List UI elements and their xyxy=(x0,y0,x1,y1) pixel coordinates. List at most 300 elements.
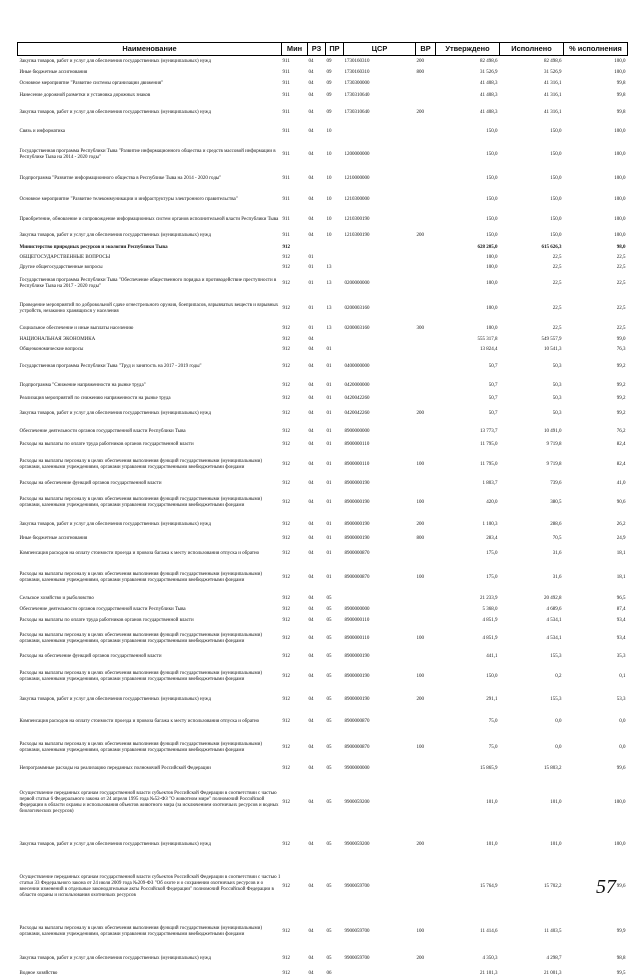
row-rz xyxy=(308,243,326,253)
row-csr: 1730160310 xyxy=(344,58,370,64)
row-rz: 04 xyxy=(308,481,314,486)
row-executed: 615 626,3 xyxy=(541,244,562,250)
row-pr: 10 xyxy=(326,151,332,157)
row-csr: 9900000000 xyxy=(344,766,370,771)
row-min: 912 xyxy=(282,799,290,805)
table-row xyxy=(18,295,628,323)
row-min: 912 xyxy=(282,411,290,416)
row-approved: 50,7 xyxy=(488,396,498,401)
row-pr: 05 xyxy=(326,745,332,750)
row-percent: 100,0 xyxy=(614,799,626,805)
row-rz: 04 xyxy=(308,396,314,401)
row-min: 912 xyxy=(282,607,290,612)
row-pr: 05 xyxy=(326,928,332,934)
row-csr: 8900000190 xyxy=(344,500,370,505)
row-executed: 150,0 xyxy=(550,233,562,238)
row-executed: 41 316,1 xyxy=(544,109,562,115)
table-row xyxy=(18,545,628,563)
row-rz: 04 xyxy=(308,151,314,157)
row-percent: 99,8 xyxy=(616,81,626,86)
row-csr: 1210300000 xyxy=(344,196,370,202)
row-rz: 04 xyxy=(308,970,314,976)
row-percent: 100,0 xyxy=(614,233,626,238)
row-percent: 35,3 xyxy=(616,654,626,659)
row-pr: 09 xyxy=(326,58,332,64)
row-pr: 13 xyxy=(326,280,332,286)
row-vr xyxy=(416,345,436,356)
row-rz: 04 xyxy=(308,175,314,181)
row-min: 911 xyxy=(282,129,290,134)
row-approved: 175,0 xyxy=(486,574,498,580)
budget-table xyxy=(17,42,628,980)
row-executed: 155,3 xyxy=(550,654,562,659)
row-vr: 100 xyxy=(416,500,424,505)
row-min: 912 xyxy=(282,326,290,331)
row-executed: 4 534,1 xyxy=(546,618,562,623)
row-rz: 04 xyxy=(308,673,314,679)
row-vr xyxy=(416,211,436,230)
row-vr xyxy=(416,141,436,169)
row-name: Непрограммные расходы на реализацию переданных полномочий Российской Федерации xyxy=(19,766,211,771)
row-rz: 04 xyxy=(308,70,314,75)
row-name: Министерство природных ресурсов и экологии Республики Тыва xyxy=(19,244,168,250)
row-approved: 150,0 xyxy=(486,196,498,202)
table-row xyxy=(18,243,628,253)
row-name: Закупка товаров, работ и услуг для обеспечения государственных (муниципальных) нужд xyxy=(19,411,212,416)
row-pr: 09 xyxy=(326,70,332,75)
row-csr: 9900059700 xyxy=(344,928,370,934)
row-approved: 31 526,9 xyxy=(480,70,498,75)
row-csr xyxy=(344,243,416,253)
row-percent: 24,9 xyxy=(616,535,626,541)
row-approved: 150,0 xyxy=(486,129,498,134)
row-pr: 01 xyxy=(326,396,332,401)
row-approved: 1 100,3 xyxy=(482,521,498,527)
row-pr: 05 xyxy=(326,766,332,771)
row-rz: 01 xyxy=(308,264,314,270)
row-name: Расходы на выплаты по оплате труда работников органов государственной власти xyxy=(19,618,194,623)
table-row xyxy=(18,253,628,263)
row-csr: 8900000870 xyxy=(344,550,370,556)
row-csr: 8900000110 xyxy=(344,618,370,623)
row-name: Закупка товаров, работ и услуг для обеспечения государственных (муниципальных) нужд xyxy=(19,696,212,702)
row-approved: 150,0 xyxy=(486,151,498,157)
row-percent: 53,3 xyxy=(616,696,626,702)
row-approved: 100,0 xyxy=(486,326,498,331)
row-percent: 100,0 xyxy=(614,196,626,202)
row-min: 911 xyxy=(282,58,290,64)
row-pr xyxy=(326,253,344,263)
row-csr: 9900059200 xyxy=(344,841,370,847)
row-percent: 100,0 xyxy=(614,175,626,181)
row-approved: 21 101,3 xyxy=(480,970,498,976)
row-csr: 1730310640 xyxy=(344,109,370,115)
row-executed: 9 719,8 xyxy=(546,461,562,467)
row-rz: 01 xyxy=(308,305,314,311)
row-min: 911 xyxy=(282,70,290,75)
row-executed: 21 001,3 xyxy=(544,970,562,976)
row-percent: 18,1 xyxy=(616,574,626,580)
row-min: 912 xyxy=(282,337,290,342)
row-approved: 100,0 xyxy=(486,254,498,260)
row-approved: 41 408,3 xyxy=(480,81,498,86)
row-percent: 99,2 xyxy=(616,411,626,416)
row-rz: 04 xyxy=(308,382,314,388)
row-csr: 8900000870 xyxy=(344,745,370,750)
row-min: 912 xyxy=(282,550,290,556)
row-name: Компенсация расходов на оплату стоимости проезда и провоза багажа к месту использования отпуска и обратно xyxy=(19,718,260,724)
row-min: 912 xyxy=(282,673,290,679)
row-pr: 10 xyxy=(326,217,332,222)
row-vr: 200 xyxy=(416,521,424,527)
row-executed: 82 498,6 xyxy=(544,58,562,64)
table-body xyxy=(18,56,628,980)
row-executed: 10 491,0 xyxy=(544,428,562,434)
row-csr: 1200000000 xyxy=(344,151,370,157)
row-vr: 100 xyxy=(416,636,424,641)
table-row xyxy=(18,951,628,968)
row-vr xyxy=(416,440,436,451)
row-min: 912 xyxy=(282,956,290,961)
row-min: 912 xyxy=(282,521,290,527)
row-percent: 41,0 xyxy=(616,481,626,486)
row-csr xyxy=(344,124,416,141)
row-executed: 15 803,2 xyxy=(544,766,562,771)
table-row xyxy=(18,263,628,273)
table-row xyxy=(18,709,628,735)
row-rz: 01 xyxy=(308,280,314,286)
row-rz: 04 xyxy=(308,841,314,847)
col-header-percent: % исполнения xyxy=(564,43,628,56)
row-vr: 800 xyxy=(416,70,424,75)
row-executed: 11 403,5 xyxy=(544,928,562,934)
row-vr xyxy=(416,253,436,263)
row-pr: 05 xyxy=(326,841,332,847)
row-min: 911 xyxy=(282,217,290,222)
row-rz: 04 xyxy=(308,92,314,98)
row-rz: 01 xyxy=(308,254,314,260)
row-min: 912 xyxy=(282,696,290,702)
row-executed: 380,5 xyxy=(550,500,562,505)
row-min: 912 xyxy=(282,535,290,541)
row-approved: 291,1 xyxy=(486,696,498,702)
row-approved: 13 824,4 xyxy=(480,347,498,352)
table-row xyxy=(18,593,628,605)
table-row xyxy=(18,440,628,451)
row-percent: 99,2 xyxy=(616,382,626,388)
row-min: 912 xyxy=(282,481,290,486)
row-pr: 13 xyxy=(326,326,332,331)
row-executed: 150,0 xyxy=(550,129,562,134)
row-name: Осуществление переданных органам государственной власти субъектов Российской Федерации в соответствии с частью первой статьи 6 Федерального закона от 24 апреля 1995 года №52-ФЗ "О животном мире" полномочий Российской Федерации в области охраны и использования объектов животного мира (за исключением охотничьих ресурсов и водных биологических ресурсов) xyxy=(19,790,279,814)
row-executed: 15 702,2 xyxy=(544,883,562,889)
row-pr: 09 xyxy=(326,92,332,98)
row-min: 912 xyxy=(282,636,290,641)
row-approved: 101,0 xyxy=(486,799,498,805)
row-approved: 5 368,0 xyxy=(482,607,498,612)
row-approved: 175,0 xyxy=(486,550,498,556)
row-approved: 82 498,6 xyxy=(480,58,498,64)
row-pr: 09 xyxy=(326,109,332,115)
row-approved: 75,0 xyxy=(488,745,498,750)
row-vr xyxy=(416,709,436,735)
row-name: Расходы на обеспечение функций органов государственной власти xyxy=(19,481,162,486)
row-percent: 99,6 xyxy=(616,766,626,771)
row-csr xyxy=(344,593,416,605)
table-row xyxy=(18,735,628,762)
row-executed: 31,6 xyxy=(552,574,562,580)
row-vr: 100 xyxy=(416,673,424,679)
row-name: Компенсация расходов на оплату стоимости проезда и провоза багажа к месту использования отпуска и обратно xyxy=(19,550,260,556)
row-name: Осуществление переданных органам государственной власти субъектов Российской Федерации в соответствии с частью 1 статьи 33 Федерального закона от 24 июля 2009 года №209-ФЗ "Об охоте и о сохранении охотничьих ресурсов и о внесении изменений в отдельные законодательные акты Российской Федерации" полномочий Российской Федерации в области охраны и использования охотничьих ресурсов xyxy=(19,874,281,898)
row-csr xyxy=(344,253,416,263)
row-rz: 04 xyxy=(308,81,314,86)
row-vr xyxy=(416,263,436,273)
row-vr xyxy=(416,378,436,394)
table-row xyxy=(18,102,628,124)
row-executed: 150,0 xyxy=(550,196,562,202)
row-name: Закупка товаров, работ и услуг для обеспечения государственных (муниципальных) нужд xyxy=(19,233,212,238)
row-pr: 13 xyxy=(326,305,332,311)
row-approved: 628 205,0 xyxy=(477,244,498,250)
row-name: Закупка товаров, работ и услуг для обеспечения государственных (муниципальных) нужд xyxy=(19,109,212,115)
row-rz: 04 xyxy=(308,58,314,64)
row-percent: 99,2 xyxy=(616,363,626,369)
row-percent: 22,5 xyxy=(616,254,626,260)
row-rz: 04 xyxy=(308,411,314,416)
row-executed: 9 719,8 xyxy=(546,442,562,447)
row-csr: 8900000190 xyxy=(344,696,370,702)
table-row xyxy=(18,663,628,691)
row-csr: 8900000000 xyxy=(344,428,370,434)
row-pr: 05 xyxy=(326,883,332,889)
row-executed: 4 689,6 xyxy=(546,607,562,612)
row-executed: 31 526,9 xyxy=(544,70,562,75)
row-vr xyxy=(416,616,436,627)
table-row xyxy=(18,479,628,490)
row-min: 912 xyxy=(282,428,290,434)
row-min: 912 xyxy=(282,280,290,286)
table-row xyxy=(18,394,628,405)
row-percent: 99,5 xyxy=(616,970,626,976)
table-row xyxy=(18,68,628,79)
row-percent: 100,0 xyxy=(614,217,626,222)
row-pr: 05 xyxy=(326,956,332,961)
row-csr xyxy=(344,263,416,273)
row-name: Расходы на выплаты по оплате труда работников органов государственной власти xyxy=(19,442,194,447)
row-min: 911 xyxy=(282,175,290,181)
row-min: 912 xyxy=(282,305,290,311)
row-name: Подпрограмма "Снижение напряженности на рынке труда" xyxy=(19,382,146,388)
row-csr xyxy=(344,345,416,356)
row-vr xyxy=(416,777,436,829)
row-csr xyxy=(344,968,416,980)
row-name: Государственная программа Республики Тыва "Обеспечение общественного порядка и противодействие преступности в Республике Тыва на 2017 - 2020 годы" xyxy=(19,277,277,289)
row-name: Другие общегосударственные вопросы xyxy=(19,264,103,270)
row-name: Общеэкономические вопросы xyxy=(19,347,84,352)
row-name: Основное мероприятие "Развитие системы организации движения" xyxy=(19,81,164,86)
row-percent: 93,4 xyxy=(616,636,626,641)
row-approved: 50,7 xyxy=(488,363,498,369)
row-approved: 15 865,9 xyxy=(480,766,498,771)
row-executed: 22,5 xyxy=(552,280,562,286)
row-executed: 288,6 xyxy=(550,521,562,527)
row-approved: 11 795,0 xyxy=(480,461,498,467)
table-row xyxy=(18,829,628,861)
row-vr xyxy=(416,605,436,616)
row-vr xyxy=(416,394,436,405)
table-row xyxy=(18,451,628,479)
table-row xyxy=(18,79,628,90)
row-rz: 04 xyxy=(308,928,314,934)
row-min: 912 xyxy=(282,745,290,750)
col-header-min: Мин xyxy=(282,43,308,56)
row-approved: 283,4 xyxy=(486,535,498,541)
row-csr: 8900000870 xyxy=(344,718,370,724)
col-header-vr: ВР xyxy=(416,43,436,56)
row-percent: 99,6 xyxy=(616,883,626,889)
row-vr: 200 xyxy=(416,411,424,416)
row-approved: 100,0 xyxy=(486,280,498,286)
row-percent: 0,0 xyxy=(619,718,626,724)
row-name: ОБЩЕГОСУДАРСТВЕННЫЕ ВОПРОСЫ xyxy=(19,254,111,260)
row-csr: 8900000190 xyxy=(344,481,370,486)
row-min: 912 xyxy=(282,618,290,623)
row-executed: 0,2 xyxy=(555,673,562,679)
row-executed: 50,3 xyxy=(552,382,562,388)
row-percent: 98,8 xyxy=(616,956,626,961)
row-percent: 76,3 xyxy=(616,347,626,352)
row-executed: 0,0 xyxy=(555,745,562,750)
row-name: Расходы на выплаты персоналу в целях обеспечения выполнения функций государственными (муниципальными) органами, казенными учреждениями, органами управления государственными внебюджетными фондами xyxy=(19,633,263,644)
row-name: Проведение мероприятий по добровольной сдаче огнестрельного оружия, боеприпасов, взрывчатых веществ и взрывных устройств, незаконно хранящихся у населения xyxy=(19,302,279,314)
row-vr xyxy=(416,124,436,141)
row-approved: 100,0 xyxy=(486,305,498,311)
row-vr xyxy=(416,356,436,378)
row-vr xyxy=(416,652,436,663)
col-header-approved: Утверждено xyxy=(436,43,500,56)
row-pr: 05 xyxy=(326,595,332,601)
row-rz: 04 xyxy=(308,442,314,447)
row-min: 912 xyxy=(282,254,290,260)
row-pr: 06 xyxy=(326,970,332,976)
row-min: 912 xyxy=(282,347,290,352)
row-percent: 22,5 xyxy=(616,264,626,270)
row-min: 912 xyxy=(282,363,290,369)
row-csr: 1730300000 xyxy=(344,81,370,86)
row-pr: 01 xyxy=(326,411,332,416)
table-row xyxy=(18,762,628,777)
row-approved: 4 851,9 xyxy=(482,636,498,641)
table-row xyxy=(18,968,628,980)
row-csr: 1210000000 xyxy=(344,175,370,181)
row-approved: 50,7 xyxy=(488,411,498,416)
row-pr: 01 xyxy=(326,535,332,541)
row-vr: 200 xyxy=(416,841,424,847)
row-approved: 150,0 xyxy=(486,233,498,238)
row-rz: 04 xyxy=(308,595,314,601)
row-pr: 05 xyxy=(326,696,332,702)
row-executed: 22,5 xyxy=(552,264,562,270)
row-csr: 9900059700 xyxy=(344,883,370,889)
row-rz: 04 xyxy=(308,636,314,641)
row-approved: 11 795,0 xyxy=(480,442,498,447)
row-executed: 150,0 xyxy=(550,151,562,157)
row-approved: 4 851,9 xyxy=(482,618,498,623)
row-csr: 8900000870 xyxy=(344,574,370,580)
row-vr: 200 xyxy=(416,58,424,64)
table-row xyxy=(18,777,628,829)
row-percent: 99,2 xyxy=(616,396,626,401)
row-csr: 0200003160 xyxy=(344,305,370,311)
table-row xyxy=(18,533,628,545)
row-approved: 50,7 xyxy=(488,382,498,388)
row-approved: 4 350,3 xyxy=(482,956,498,961)
table-row xyxy=(18,691,628,709)
row-vr xyxy=(416,593,436,605)
table-row xyxy=(18,56,628,68)
row-percent: 100,0 xyxy=(614,70,626,75)
row-csr xyxy=(344,336,416,345)
row-rz: 04 xyxy=(308,109,314,115)
row-min: 911 xyxy=(282,92,290,98)
row-pr: 01 xyxy=(326,363,332,369)
row-vr: 800 xyxy=(416,535,424,541)
row-pr: 01 xyxy=(326,550,332,556)
row-rz: 04 xyxy=(308,233,314,238)
row-csr: 1730310640 xyxy=(344,92,370,98)
row-percent: 93,4 xyxy=(616,618,626,623)
row-pr: 05 xyxy=(326,618,332,623)
row-approved: 150,0 xyxy=(486,673,498,679)
row-name: Расходы на выплаты персоналу в целях обеспечения выполнения функций государственными (муниципальными) органами, казенными учреждениями, органами управления государственными внебюджетными фондами xyxy=(19,925,263,937)
row-vr xyxy=(416,968,436,980)
row-csr: 1730160310 xyxy=(344,70,370,75)
row-name: Основное мероприятие "Развитие телекоммуникации и инфраструктуры электронного правительства" xyxy=(19,196,238,202)
row-name: Иные бюджетные ассигнования xyxy=(19,70,88,75)
row-executed: 155,3 xyxy=(550,696,562,702)
row-csr: 0420042260 xyxy=(344,411,370,416)
row-rz: 04 xyxy=(308,521,314,527)
row-executed: 549 557,9 xyxy=(541,337,562,342)
row-vr xyxy=(416,189,436,211)
row-name: Закупка товаров, работ и услуг для обеспечения государственных (муниципальных) нужд xyxy=(19,58,212,64)
row-approved: 13 773,7 xyxy=(480,428,498,434)
row-min: 911 xyxy=(282,151,290,157)
row-approved: 101,0 xyxy=(486,841,498,847)
row-approved: 100,0 xyxy=(486,264,498,270)
row-rz: 04 xyxy=(308,129,314,134)
row-vr: 100 xyxy=(416,461,424,467)
row-percent: 82,4 xyxy=(616,442,626,447)
row-rz: 01 xyxy=(308,326,314,331)
row-percent: 76,2 xyxy=(616,428,626,434)
row-rz: 04 xyxy=(308,428,314,434)
row-min: 912 xyxy=(282,928,290,934)
row-percent: 99,8 xyxy=(616,109,626,115)
row-pr: 01 xyxy=(326,521,332,527)
row-pr: 10 xyxy=(326,129,332,134)
row-name: Сельское хозяйство и рыболовство xyxy=(19,595,94,601)
row-name: Закупка товаров, работ и услуг для обеспечения государственных (муниципальных) нужд xyxy=(19,521,212,527)
row-percent: 90,6 xyxy=(616,500,626,505)
row-pr: 01 xyxy=(326,382,332,388)
row-name: Расходы на выплаты персоналу в целях обеспечения выполнения функций государственными (муниципальными) органами, казенными учреждениями, органами управления государственными внебюджетными фондами xyxy=(19,742,263,753)
row-name: Обеспечение деятельности органов государственной власти Республики Тыва xyxy=(19,607,186,612)
row-name: Связь и информатика xyxy=(19,129,66,134)
row-pr xyxy=(326,336,344,345)
row-vr xyxy=(416,79,436,90)
